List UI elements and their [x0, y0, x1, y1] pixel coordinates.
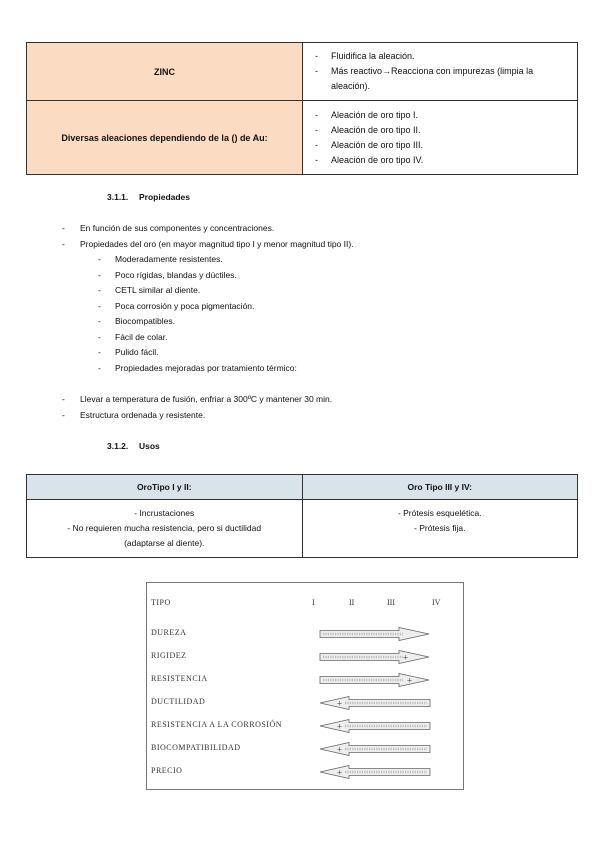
type-numeral: II	[349, 598, 355, 607]
property-label: BIOCOMPATIBILIDAD	[151, 743, 241, 752]
figure-row	[147, 672, 463, 686]
list-item: - Aleación de oro tipo I.	[315, 109, 419, 120]
cell-line: (adaptarse al diente).	[124, 538, 205, 548]
list-item: - Aleación de oro tipo III.	[315, 139, 424, 150]
bullet-list	[315, 108, 569, 168]
properties-list	[62, 221, 354, 252]
section-number: 3.1.1.	[107, 192, 129, 202]
table-row	[27, 500, 578, 558]
left-arrow-icon	[319, 765, 431, 779]
composition-table	[26, 42, 578, 175]
gold-type-properties-figure	[146, 582, 464, 790]
list-item-text: Aleación de oro tipo IV.	[331, 154, 424, 165]
plus-sign: +	[337, 698, 343, 709]
plus-sign: +	[337, 721, 343, 732]
list-item-text: Moderadamente resistentes.	[115, 254, 223, 264]
list-item-text: Propiedades del oro (en mayor magnitud tipo I y menor magnitud tipo II).	[80, 238, 354, 249]
left-arrow-icon	[319, 696, 431, 710]
type-numeral: I	[312, 598, 315, 607]
gold-properties-list	[98, 252, 297, 376]
property-label: PRECIO	[151, 766, 183, 775]
list-item: - Pulido fácil.	[98, 347, 159, 357]
list-item-text: Poco rígidas, blandas y dúctiles.	[115, 269, 237, 280]
list-item-text: Poca corrosión y poca pigmentación.	[115, 300, 255, 311]
figure-row	[147, 764, 463, 778]
property-label: RESISTENCIA	[151, 674, 208, 683]
list-item: - En función de sus componentes y concentraciones.	[62, 223, 275, 233]
cell-line: - No requieren mucha resistencia, pero si ductilidad	[67, 523, 262, 533]
list-item-text: Aleación de oro tipo III.	[331, 139, 424, 150]
figure-row	[147, 695, 463, 709]
plus-sign: +	[403, 652, 409, 663]
plus-sign: +	[337, 744, 343, 755]
list-item-text: Pulido fácil.	[115, 347, 159, 357]
list-item: - Moderadamente resistentes.	[98, 254, 223, 264]
section-heading-propiedades	[107, 192, 190, 202]
type-numeral: IV	[432, 598, 441, 607]
section-title: Usos	[139, 441, 160, 451]
right-arrow-icon	[319, 650, 431, 664]
list-item: - Llevar a temperatura de fusión, enfriar a 300ºC y mantener 30 min.	[62, 394, 333, 404]
property-label: DUCTILIDAD	[151, 697, 206, 706]
list-item-text: CETL similar al diente.	[115, 285, 201, 295]
list-item-text: Fácil de colar.	[115, 331, 168, 342]
list-item-text: Propiedades mejoradas por tratamiento térmico:	[115, 362, 297, 373]
list-item: - Poco rígidas, blandas y dúctiles.	[98, 269, 237, 280]
list-item: - Biocompatibles.	[98, 316, 176, 326]
right-arrow-icon	[319, 673, 431, 687]
plus-sign: +	[407, 675, 413, 686]
list-item: - Propiedades mejoradas por tratamiento térmico:	[98, 362, 297, 373]
bullet-list	[315, 49, 569, 94]
list-item: - Aleación de oro tipo IV.	[315, 154, 424, 165]
row-label: Diversas aleaciones dependiendo de la () de Au:	[27, 101, 303, 175]
cell-line: - Prótesis fija.	[414, 523, 466, 533]
property-label: DUREZA	[151, 628, 187, 637]
table-cell	[302, 500, 578, 558]
table-header-row	[27, 475, 578, 500]
uses-table	[26, 474, 578, 558]
list-item-text: Aleación de oro tipo I.	[331, 109, 419, 120]
column-header: Oro Tipo III y IV:	[302, 475, 578, 500]
list-item-text: Aleación de oro tipo II.	[331, 124, 421, 135]
list-item-text: Fluidifica la aleación.	[331, 51, 415, 61]
list-item: - Más reactivo→Reacciona con impurezas (limpia la aleación).	[315, 66, 534, 91]
row-content	[303, 43, 578, 101]
list-item: - Fluidifica la aleación.	[315, 51, 415, 61]
heat-treatment-list	[62, 392, 332, 423]
list-item: - Poca corrosión y poca pigmentación.	[98, 300, 255, 311]
section-title: Propiedades	[139, 192, 191, 202]
list-item-text: En función de sus componentes y concentraciones.	[80, 223, 275, 233]
list-item: - Fácil de colar.	[98, 331, 168, 342]
left-arrow-icon	[319, 719, 431, 733]
list-item-text: Estructura ordenada y resistente.	[80, 409, 206, 420]
cell-line: - Incrustaciones	[134, 508, 195, 518]
cell-line: - Prótesis esquelética.	[397, 508, 482, 518]
list-item-text: Más reactivo→Reacciona con impurezas (limpia la aleación).	[331, 66, 534, 91]
figure-row	[147, 626, 463, 640]
figure-row	[147, 649, 463, 663]
table-cell	[27, 500, 303, 558]
left-arrow-icon	[319, 742, 431, 756]
property-label: RIGIDEZ	[151, 651, 187, 660]
figure-row	[147, 741, 463, 755]
column-header: OroTipo I y II:	[27, 475, 303, 500]
figure-row	[147, 718, 463, 732]
list-item: - Aleación de oro tipo II.	[315, 124, 421, 135]
section-heading-usos	[107, 441, 160, 451]
figure-header-row	[147, 596, 463, 610]
row-label: ZINC	[27, 43, 303, 101]
list-item: - Propiedades del oro (en mayor magnitud tipo I y menor magnitud tipo II).	[62, 238, 354, 249]
table-row	[27, 43, 578, 101]
type-label: TIPO	[151, 598, 171, 607]
section-number: 3.1.2.	[107, 441, 129, 451]
right-arrow-icon	[319, 627, 431, 641]
list-item: - Estructura ordenada y resistente.	[62, 409, 206, 420]
table-row	[27, 101, 578, 175]
list-item-text: Biocompatibles.	[115, 316, 176, 326]
type-numeral: III	[387, 598, 395, 607]
row-content	[303, 101, 578, 175]
property-label: RESISTENCIA A LA CORROSIÓN	[151, 720, 283, 729]
list-item: - CETL similar al diente.	[98, 285, 201, 295]
list-item-text: Llevar a temperatura de fusión, enfriar a 300ºC y mantener 30 min.	[80, 394, 333, 404]
plus-sign: +	[337, 767, 343, 778]
